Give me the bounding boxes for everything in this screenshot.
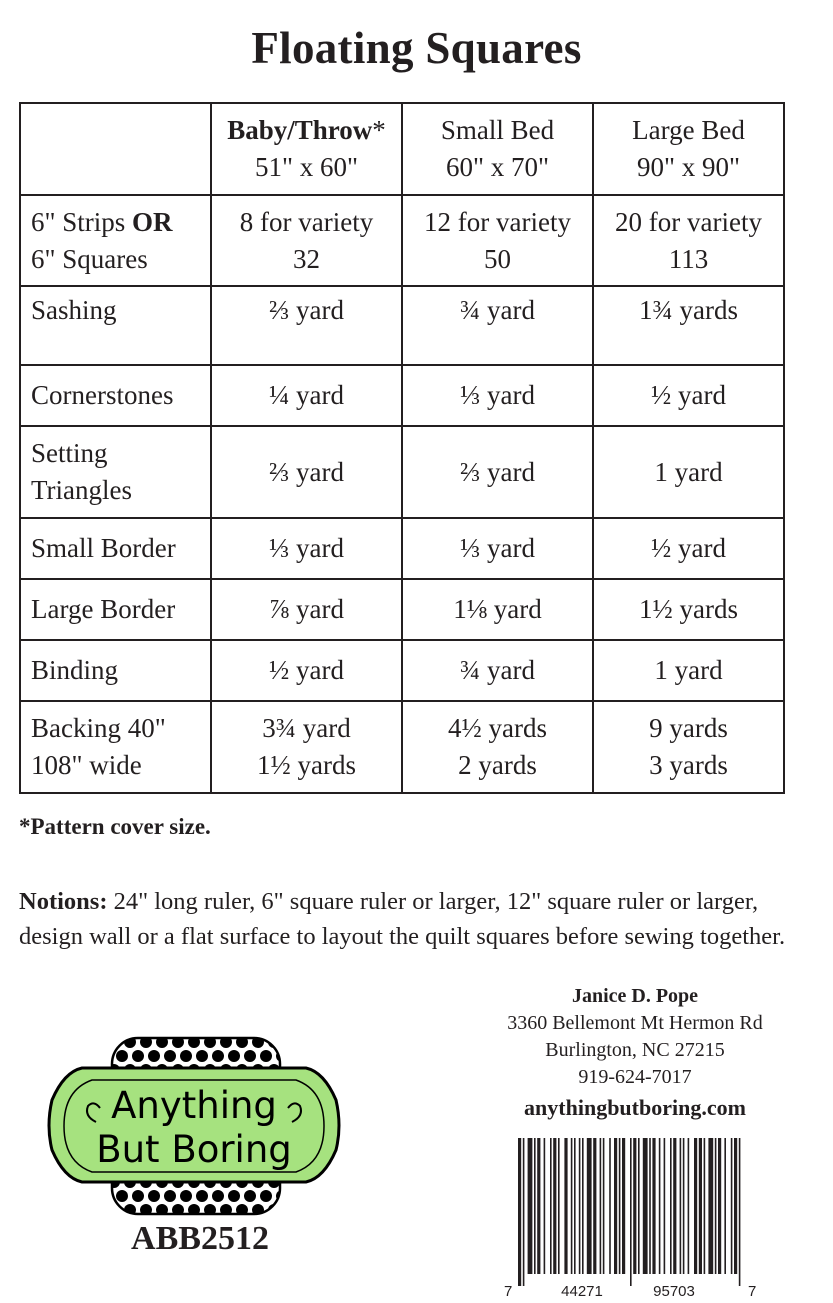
cell: ½ yard bbox=[593, 518, 784, 579]
barcode-bar bbox=[600, 1138, 602, 1274]
barcode-digits-left: 44271 bbox=[561, 1283, 603, 1298]
logo-dot bbox=[148, 1050, 160, 1062]
notions-label: Notions: bbox=[19, 888, 108, 915]
cell: 1¾ yards bbox=[593, 286, 784, 365]
barcode-bar bbox=[558, 1138, 560, 1274]
logo-dot bbox=[292, 1050, 304, 1062]
barcode-bar bbox=[718, 1138, 721, 1274]
barcode-bar bbox=[683, 1138, 685, 1274]
logo-dot bbox=[260, 1050, 272, 1062]
designer-name: Janice D. Pope bbox=[571, 985, 699, 1007]
barcode-bar bbox=[652, 1138, 655, 1274]
barcode-bar bbox=[630, 1138, 632, 1286]
cell: ⅔ yard bbox=[211, 286, 402, 365]
page-title: Floating Squares bbox=[251, 23, 582, 73]
logo-dot bbox=[116, 1190, 128, 1202]
table-row bbox=[20, 518, 784, 579]
barcode-bar bbox=[574, 1138, 576, 1274]
row-label: Large Border bbox=[20, 579, 211, 640]
phone-number: 919-624-7017 bbox=[578, 1066, 692, 1088]
barcode-bar bbox=[614, 1138, 617, 1274]
table-row bbox=[20, 195, 784, 286]
barcode-bar bbox=[649, 1138, 651, 1274]
address-line-2: Burlington, NC 27215 bbox=[545, 1039, 725, 1061]
cell: ⅞ yard bbox=[211, 579, 402, 640]
cell: 1 yard bbox=[593, 640, 784, 701]
pattern-cover-note: *Pattern cover size. bbox=[19, 814, 211, 839]
logo-text-line-2: But Boring bbox=[96, 1128, 292, 1171]
cell: 1½ yards bbox=[593, 579, 784, 640]
table-row bbox=[20, 640, 784, 701]
barcode-bar bbox=[739, 1138, 741, 1286]
barcode-bar bbox=[593, 1138, 596, 1274]
barcode-bar bbox=[587, 1138, 592, 1274]
cell: 3¾ yard 1½ yards bbox=[211, 701, 402, 793]
barcode-graphic bbox=[498, 1138, 760, 1298]
barcode-bar bbox=[673, 1138, 676, 1274]
barcode-bar bbox=[553, 1138, 556, 1274]
cell: ½ yard bbox=[211, 640, 402, 701]
cell: ⅓ yard bbox=[402, 365, 593, 426]
row-label: 6" Strips OR 6" Squares bbox=[20, 195, 211, 286]
logo-dot bbox=[284, 1036, 296, 1048]
cell: 20 for variety 113 bbox=[593, 195, 784, 286]
barcode-bar bbox=[715, 1138, 717, 1274]
contact-info bbox=[470, 983, 800, 1121]
barcode-bar bbox=[537, 1138, 540, 1274]
logo-dot bbox=[212, 1050, 224, 1062]
logo-dot bbox=[228, 1190, 240, 1202]
notions-paragraph bbox=[19, 884, 799, 954]
logo-dot bbox=[244, 1190, 256, 1202]
barcode-bar bbox=[523, 1138, 525, 1286]
barcode-bar bbox=[534, 1138, 536, 1274]
logo-dot bbox=[180, 1190, 192, 1202]
logo-text-line-1: Anything bbox=[111, 1084, 277, 1127]
row-label: Cornerstones bbox=[20, 365, 211, 426]
barcode-bar bbox=[571, 1138, 573, 1274]
barcode-bar bbox=[518, 1138, 521, 1286]
cell: 12 for variety 50 bbox=[402, 195, 593, 286]
cell: ¾ yard bbox=[402, 640, 593, 701]
barcode-bar bbox=[670, 1138, 672, 1274]
row-label: Backing 40" 108" wide bbox=[20, 701, 211, 793]
barcode-digit-first: 7 bbox=[504, 1283, 513, 1298]
cell: 1⅛ yard bbox=[402, 579, 593, 640]
logo-dot bbox=[284, 1204, 296, 1216]
barcode-bar bbox=[731, 1138, 733, 1274]
logo-dot bbox=[228, 1050, 240, 1062]
barcode-bar bbox=[622, 1138, 625, 1274]
notions-text: 24" long ruler, 6" square ruler or larger, 12" square ruler or larger, design wall or a flat surface to layout the quilt squares before sewing together. bbox=[19, 888, 786, 950]
barcode-bar bbox=[734, 1138, 737, 1274]
header-large-bed: Large Bed 90" x 90" bbox=[593, 103, 784, 195]
product-code: ABB2512 bbox=[131, 1220, 269, 1257]
cell: ¾ yard bbox=[402, 286, 593, 365]
cell: ⅓ yard bbox=[402, 518, 593, 579]
logo-graphic bbox=[44, 1032, 344, 1217]
logo-dot bbox=[116, 1050, 128, 1062]
barcode-bar bbox=[704, 1138, 706, 1274]
row-label: Binding bbox=[20, 640, 211, 701]
logo-dot bbox=[148, 1190, 160, 1202]
address-line-1: 3360 Bellemont Mt Hermon Rd bbox=[507, 1012, 763, 1034]
barcode-bar bbox=[659, 1138, 661, 1274]
barcode-bar bbox=[550, 1138, 552, 1274]
logo-dot bbox=[260, 1190, 272, 1202]
barcode-bar bbox=[688, 1138, 690, 1274]
logo-dot bbox=[164, 1050, 176, 1062]
cell: ⅔ yard bbox=[211, 426, 402, 518]
logo-dot bbox=[196, 1050, 208, 1062]
table-row bbox=[20, 701, 784, 793]
row-label: Setting Triangles bbox=[20, 426, 211, 518]
row-label: Small Border bbox=[20, 518, 211, 579]
barcode-bar bbox=[694, 1138, 697, 1274]
cell: 8 for variety 32 bbox=[211, 195, 402, 286]
barcode-bar bbox=[633, 1138, 636, 1274]
barcode-bar bbox=[579, 1138, 581, 1274]
logo-dot bbox=[164, 1190, 176, 1202]
cell: ⅓ yard bbox=[211, 518, 402, 579]
barcode-bar bbox=[724, 1138, 726, 1274]
table-row bbox=[20, 365, 784, 426]
barcode-bar bbox=[544, 1138, 546, 1274]
barcode-bar bbox=[564, 1138, 567, 1274]
barcode-bar bbox=[638, 1138, 640, 1274]
barcode-bar bbox=[643, 1138, 648, 1274]
cell: 1 yard bbox=[593, 426, 784, 518]
table-row bbox=[20, 426, 784, 518]
website-link[interactable]: anythingbutboring.com bbox=[524, 1095, 746, 1120]
header-empty-cell bbox=[20, 103, 211, 195]
logo-dot bbox=[180, 1050, 192, 1062]
cell: ½ yard bbox=[593, 365, 784, 426]
barcode-digit-last: 7 bbox=[748, 1283, 757, 1298]
barcode-bar bbox=[619, 1138, 621, 1274]
barcode-bar bbox=[603, 1138, 605, 1274]
table-header-row bbox=[20, 103, 784, 195]
upc-barcode bbox=[498, 1138, 760, 1303]
cell: ¼ yard bbox=[211, 365, 402, 426]
table-row bbox=[20, 579, 784, 640]
barcode-bar bbox=[609, 1138, 611, 1274]
barcode-bar bbox=[664, 1138, 666, 1274]
logo-dot bbox=[196, 1190, 208, 1202]
barcode-bar bbox=[680, 1138, 682, 1274]
company-logo bbox=[44, 1032, 344, 1222]
logo-dot bbox=[292, 1190, 304, 1202]
logo-dot bbox=[244, 1050, 256, 1062]
barcode-bar bbox=[582, 1138, 584, 1274]
fabric-requirements-table bbox=[19, 102, 785, 794]
table-row bbox=[20, 286, 784, 365]
logo-dot bbox=[132, 1050, 144, 1062]
barcode-bar bbox=[708, 1138, 713, 1274]
header-baby-throw: Baby/Throw* 51" x 60" bbox=[211, 103, 402, 195]
cell: ⅔ yard bbox=[402, 426, 593, 518]
logo-dot bbox=[132, 1190, 144, 1202]
row-label: Sashing bbox=[20, 286, 211, 365]
cell: 9 yards 3 yards bbox=[593, 701, 784, 793]
barcode-bar bbox=[699, 1138, 702, 1274]
barcode-digits-right: 95703 bbox=[653, 1283, 695, 1298]
barcode-bar bbox=[528, 1138, 533, 1274]
cell: 4½ yards 2 yards bbox=[402, 701, 593, 793]
header-small-bed: Small Bed 60" x 70" bbox=[402, 103, 593, 195]
logo-dot bbox=[212, 1190, 224, 1202]
